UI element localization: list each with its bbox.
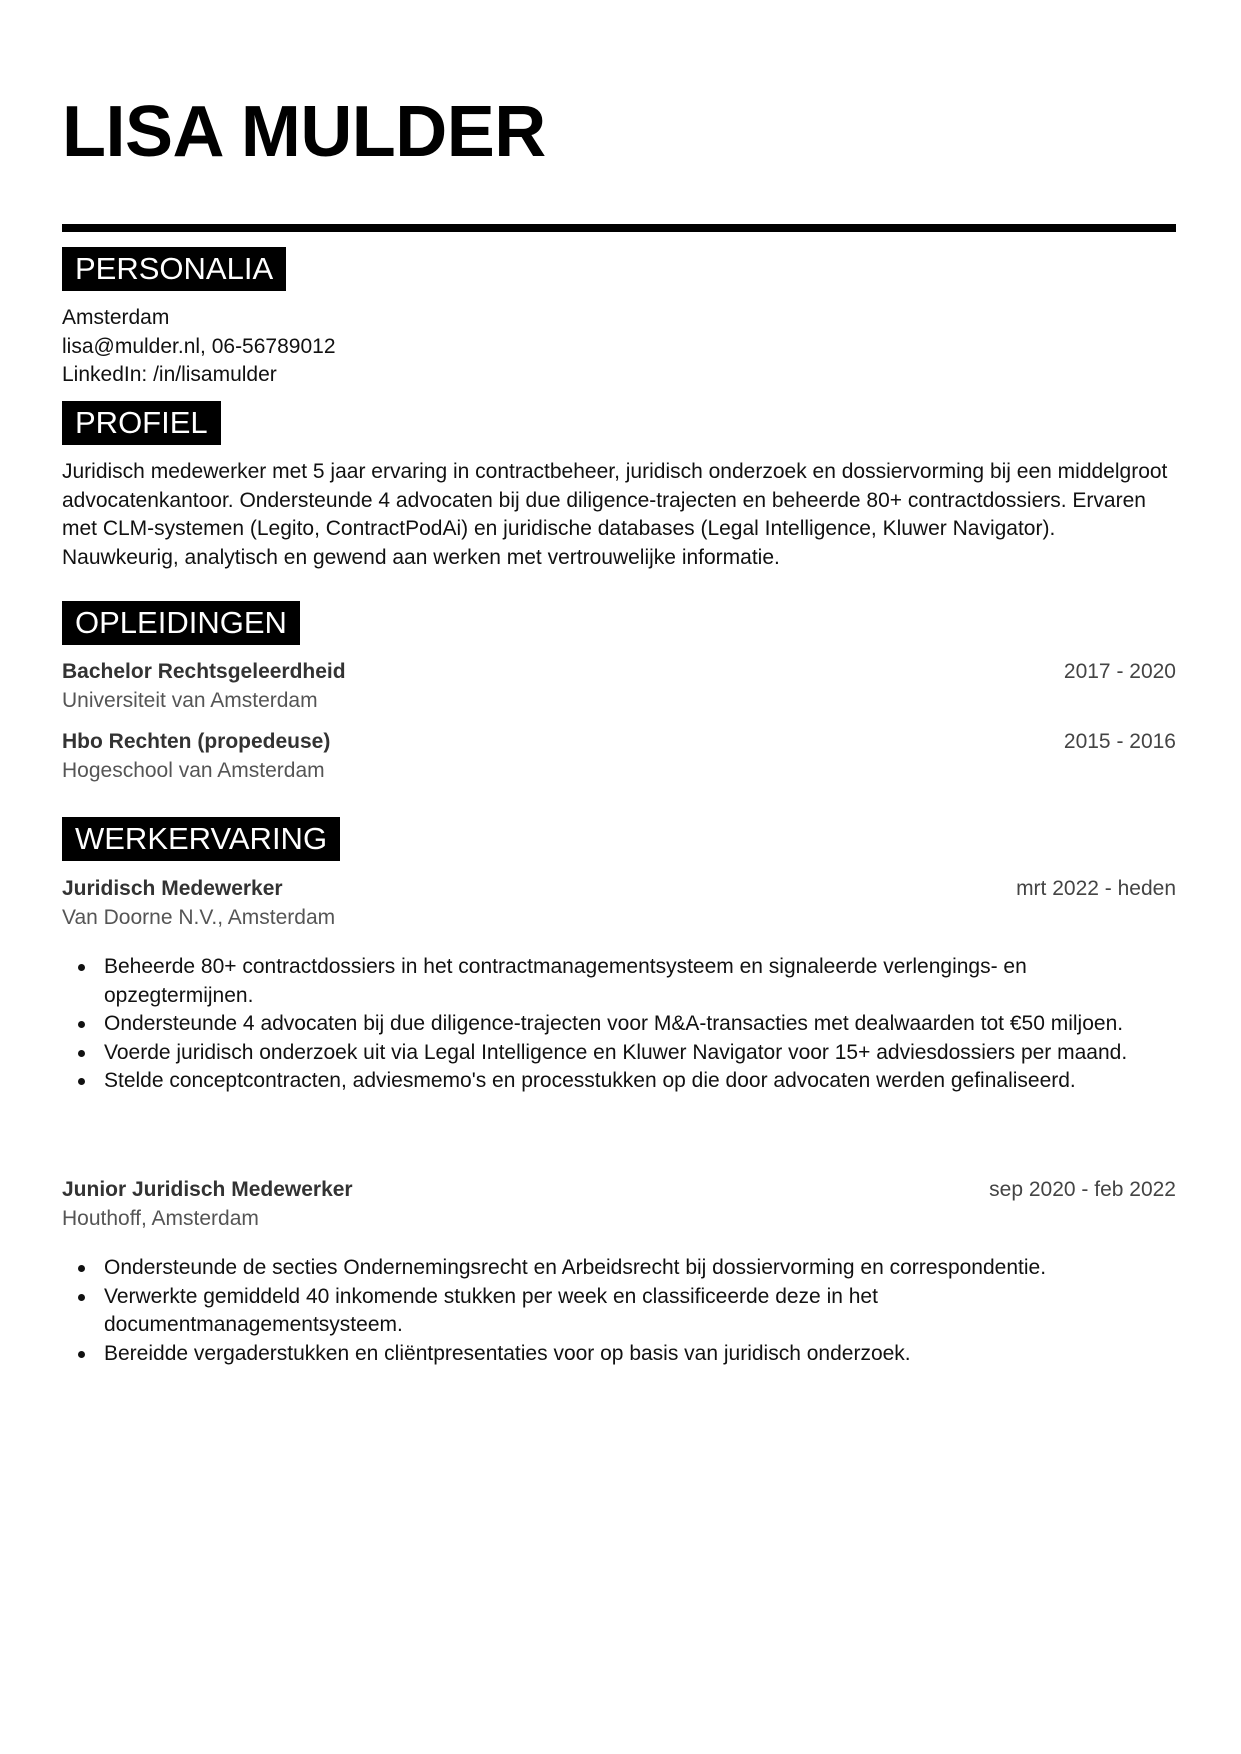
job-bullets	[62, 953, 1176, 1096]
bullet-dot-icon	[78, 1351, 85, 1358]
bullet-dot-icon	[78, 1050, 85, 1057]
profile-text: Juridisch medewerker met 5 jaar ervaring in contractbeheer, juridisch onderzoek en dossiervorming bij een middelgroot advocatenkantoor. Ondersteunde 4 advocaten bij due diligence-trajecten en beheerde 80+ contractdossiers. Ervaren met CLM-systemen (Legito, ContractPodAi) en juridische databases (Legal Intelligence, Kluwer Navigator). Nauwkeurig, analytisch en gewend aan werken met vertrouwelijke informatie.	[62, 460, 1168, 569]
personalia-details	[62, 304, 1176, 390]
personalia-linkedin: LinkedIn: /in/lisamulder	[62, 363, 277, 386]
header-divider	[62, 224, 1176, 232]
education-title: Bachelor Rechtsgeleerdheid	[62, 660, 346, 683]
job-bullet: Voerde juridisch onderzoek uit via Legal Intelligence en Kluwer Navigator voor 15+ adviesdossiers per maand.	[62, 1039, 1176, 1068]
bullet-dot-icon	[78, 1294, 85, 1301]
section-heading-opleidingen: OPLEIDINGEN	[62, 601, 300, 645]
job-item	[62, 1176, 1176, 1233]
job-period: mrt 2022 - heden	[1016, 877, 1176, 900]
education-item	[62, 658, 1176, 715]
job-title: Juridisch Medewerker	[62, 877, 283, 900]
section-heading-profiel: PROFIEL	[62, 401, 221, 445]
bullet-dot-icon	[78, 964, 85, 971]
job-bullet: Beheerde 80+ contractdossiers in het contractmanagementsysteem en signaleerde verlengings- en opzegtermijnen.	[62, 953, 1176, 1010]
bullet-dot-icon	[78, 1265, 85, 1272]
bullet-dot-icon	[78, 1021, 85, 1028]
candidate-name: LISA MULDER	[62, 92, 546, 172]
job-item	[62, 875, 1176, 932]
education-period: 2017 - 2020	[1063, 660, 1176, 683]
education-item	[62, 728, 1176, 785]
personalia-contact: lisa@mulder.nl, 06-56789012	[62, 334, 336, 358]
education-school: Hogeschool van Amsterdam	[62, 758, 325, 782]
section-heading-werkervaring: WERKERVARING	[62, 817, 340, 861]
job-period: sep 2020 - feb 2022	[989, 1178, 1176, 1201]
job-bullet: Bereidde vergaderstukken en cliëntpresentaties voor op basis van juridisch onderzoek.	[62, 1340, 1176, 1369]
job-company: Van Doorne N.V., Amsterdam	[62, 905, 336, 929]
job-bullet: Ondersteunde de secties Ondernemingsrecht en Arbeidsrecht bij dossiervorming en correspondentie.	[62, 1254, 1176, 1283]
bullet-dot-icon	[78, 1078, 85, 1085]
job-bullets	[62, 1254, 1176, 1368]
job-bullet: Stelde conceptcontracten, adviesmemo's en processtukken op die door advocaten werden gefinaliseerd.	[62, 1067, 1176, 1096]
education-title: Hbo Rechten (propedeuse)	[62, 730, 331, 753]
job-bullet: Ondersteunde 4 advocaten bij due diligence-trajecten voor M&A-transacties met dealwaarden tot €50 miljoen.	[62, 1010, 1176, 1039]
job-bullet: Verwerkte gemiddeld 40 inkomende stukken per week en classificeerde deze in het documentmanagementsysteem.	[62, 1283, 1176, 1340]
section-heading-personalia: PERSONALIA	[62, 247, 286, 291]
job-title: Junior Juridisch Medewerker	[62, 1178, 353, 1201]
job-company: Houthoff, Amsterdam	[62, 1206, 259, 1230]
personalia-city: Amsterdam	[62, 306, 170, 329]
education-period: 2015 - 2016	[1063, 730, 1176, 753]
education-school: Universiteit van Amsterdam	[62, 688, 318, 712]
